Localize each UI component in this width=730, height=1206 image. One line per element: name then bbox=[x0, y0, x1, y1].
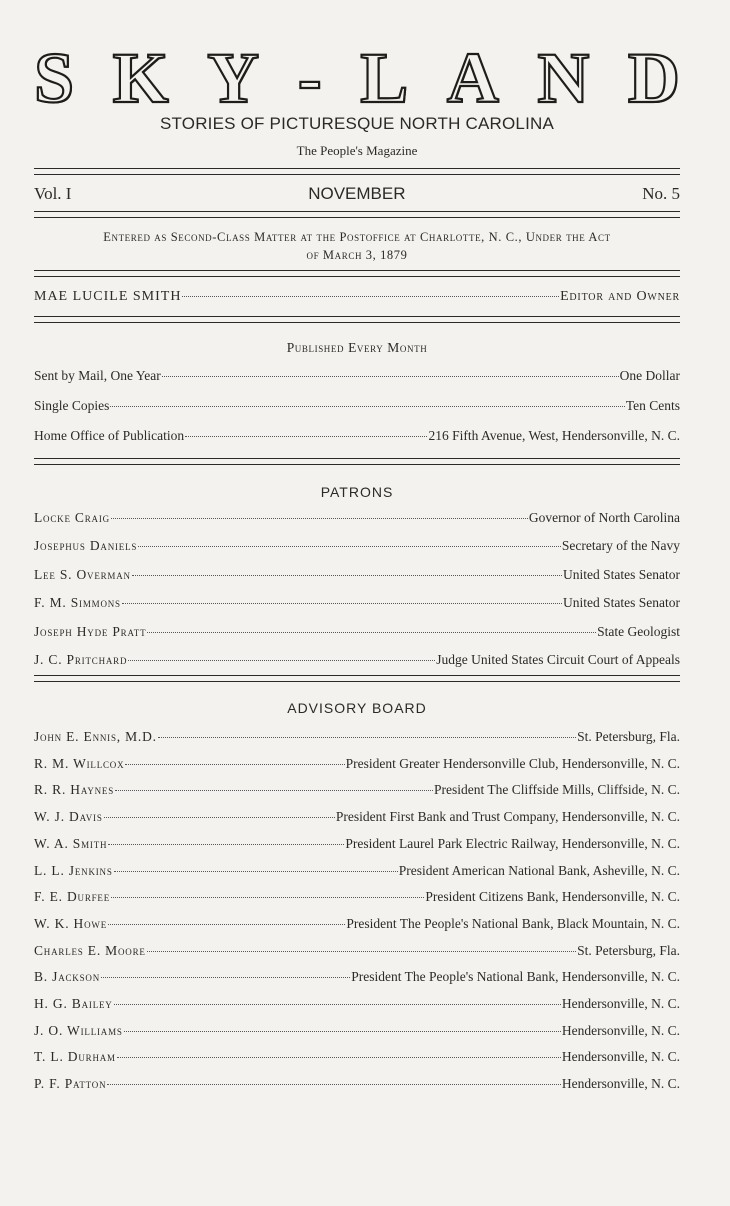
item-value: United States Senator bbox=[563, 595, 680, 611]
item-value: Hendersonville, N. C. bbox=[561, 1049, 680, 1065]
leader-dots bbox=[162, 376, 619, 377]
item-name: Josephus Daniels bbox=[34, 538, 138, 554]
item-name: W. A. Smith bbox=[34, 835, 108, 851]
masthead-letter: S bbox=[34, 38, 75, 118]
entered-notice bbox=[34, 228, 680, 264]
item-name: L. L. Jenkins bbox=[34, 862, 113, 878]
item-name: Lee S. Overman bbox=[34, 566, 131, 582]
list-item bbox=[34, 652, 680, 668]
item-value: State Geologist bbox=[597, 623, 680, 639]
published-heading: Published Every Month bbox=[286, 340, 428, 355]
item-value: President First Bank and Trust Company, Hendersonville, N. C. bbox=[335, 809, 680, 825]
item-name: R. R. Haynes bbox=[34, 782, 115, 798]
leader-dots bbox=[111, 897, 424, 898]
item-name: Sent by Mail, One Year bbox=[34, 368, 161, 383]
editor-line bbox=[34, 289, 680, 305]
leader-dots bbox=[182, 296, 559, 297]
leader-dots bbox=[147, 632, 596, 633]
list-item bbox=[34, 889, 680, 905]
item-value: Governor of North Carolina bbox=[528, 510, 680, 525]
list-item bbox=[34, 996, 680, 1012]
masthead-letter: L bbox=[360, 38, 409, 118]
item-value: Judge United States Circuit Court of Appeals bbox=[436, 652, 680, 667]
divider bbox=[34, 211, 680, 218]
item-name: F. E. Durfee bbox=[34, 889, 111, 905]
divider bbox=[34, 168, 680, 175]
masthead-letter: K bbox=[112, 38, 169, 118]
item-name: W. J. Davis bbox=[34, 809, 103, 825]
divider bbox=[34, 316, 680, 323]
leader-dots bbox=[147, 951, 576, 952]
item-value: One Dollar bbox=[619, 368, 680, 383]
masthead-letter: - bbox=[297, 38, 322, 118]
leader-dots bbox=[117, 1057, 561, 1058]
list-item bbox=[34, 782, 680, 798]
list-item bbox=[34, 756, 680, 772]
list-item bbox=[34, 863, 680, 879]
masthead-letter: Y bbox=[207, 38, 260, 118]
list-item bbox=[34, 428, 680, 444]
item-value: President American National Bank, Asheville, N. C. bbox=[398, 862, 680, 878]
list-item bbox=[34, 729, 680, 745]
item-value: Hendersonville, N. C. bbox=[561, 1076, 680, 1092]
item-name: W. K. Howe bbox=[34, 915, 107, 931]
item-value: Ten Cents bbox=[625, 398, 680, 413]
item-value: President The People's National Bank, Hendersonville, N. C. bbox=[351, 969, 680, 985]
masthead-title bbox=[34, 38, 680, 118]
leader-dots bbox=[124, 1031, 561, 1032]
item-value: St. Petersburg, Fla. bbox=[577, 942, 680, 958]
patrons-heading: PATRONS bbox=[320, 484, 394, 500]
list-item bbox=[34, 510, 680, 526]
list-item bbox=[34, 538, 680, 554]
editor-name: MAE LUCILE SMITH bbox=[34, 289, 182, 304]
item-name: B. Jackson bbox=[34, 969, 101, 985]
issue-month: NOVEMBER bbox=[308, 184, 406, 203]
masthead-subtitle: STORIES OF PICTURESQUE NORTH CAROLINA bbox=[159, 114, 555, 133]
item-value: Hendersonville, N. C. bbox=[561, 1022, 680, 1038]
leader-dots bbox=[132, 575, 562, 576]
item-name: Single Copies bbox=[34, 398, 110, 413]
leader-dots bbox=[107, 1084, 561, 1085]
item-value: Hendersonville, N. C. bbox=[561, 996, 680, 1011]
item-name: T. L. Durham bbox=[34, 1049, 116, 1065]
leader-dots bbox=[114, 1004, 561, 1005]
item-value: President Greater Hendersonville Club, Hendersonville, N. C. bbox=[345, 755, 680, 771]
list-item bbox=[34, 595, 680, 611]
list-item bbox=[34, 368, 680, 384]
item-value: President The People's National Bank, Black Mountain, N. C. bbox=[346, 915, 680, 931]
leader-dots bbox=[108, 924, 345, 925]
volume-label: Vol. I bbox=[34, 184, 72, 203]
divider bbox=[34, 270, 680, 277]
item-name: P. F. Patton bbox=[34, 1076, 107, 1092]
item-name: John E. Ennis, M.D. bbox=[34, 729, 157, 744]
editor-role: Editor and Owner bbox=[560, 289, 680, 304]
masthead-letter: A bbox=[446, 38, 499, 118]
item-name: F. M. Simmons bbox=[34, 595, 121, 611]
item-name: R. M. Willcox bbox=[34, 755, 125, 771]
item-value: President Laurel Park Electric Railway, Hendersonville, N. C. bbox=[345, 835, 680, 851]
list-item bbox=[34, 1049, 680, 1065]
leader-dots bbox=[114, 871, 398, 872]
list-item bbox=[34, 809, 680, 825]
item-name: Joseph Hyde Pratt bbox=[34, 623, 147, 639]
item-name: J. O. Williams bbox=[34, 1022, 123, 1038]
leader-dots bbox=[108, 844, 344, 845]
leader-dots bbox=[158, 737, 576, 738]
leader-dots bbox=[125, 764, 344, 765]
item-value: United States Senator bbox=[563, 566, 680, 582]
masthead-tagline: The People's Magazine bbox=[296, 143, 418, 158]
leader-dots bbox=[122, 603, 562, 604]
leader-dots bbox=[138, 546, 561, 547]
issue-number: No. 5 bbox=[642, 184, 680, 203]
divider bbox=[34, 675, 680, 682]
leader-dots bbox=[128, 660, 435, 661]
item-value: President Citizens Bank, Hendersonville, N. C. bbox=[425, 889, 680, 905]
leader-dots bbox=[104, 817, 335, 818]
item-value: Secretary of the Navy bbox=[561, 538, 680, 554]
leader-dots bbox=[101, 977, 350, 978]
list-item bbox=[34, 624, 680, 640]
list-item bbox=[34, 969, 680, 985]
leader-dots bbox=[185, 436, 427, 437]
divider bbox=[34, 458, 680, 465]
masthead-letter: D bbox=[627, 38, 680, 118]
list-item bbox=[34, 398, 680, 414]
leader-dots bbox=[110, 406, 624, 407]
item-name: H. G. Bailey bbox=[34, 996, 113, 1011]
item-name: J. C. Pritchard bbox=[34, 652, 128, 667]
list-item bbox=[34, 943, 680, 959]
advisory-heading: ADVISORY BOARD bbox=[287, 700, 427, 716]
item-value: St. Petersburg, Fla. bbox=[577, 729, 680, 744]
list-item bbox=[34, 1076, 680, 1092]
item-name: Locke Craig bbox=[34, 510, 110, 525]
item-name: Home Office of Publication bbox=[34, 428, 185, 443]
issue-row bbox=[34, 184, 680, 204]
entered-notice-line: of March 3, 1879 bbox=[306, 248, 408, 262]
masthead-letter: N bbox=[537, 38, 590, 118]
entered-notice-line: Entered as Second-Class Matter at the Postoffice at Charlotte, N. C., Under the Act bbox=[103, 230, 611, 244]
list-item bbox=[34, 836, 680, 852]
list-item bbox=[34, 567, 680, 583]
item-value: President The Cliffside Mills, Cliffside, N. C. bbox=[434, 782, 680, 798]
list-item bbox=[34, 916, 680, 932]
leader-dots bbox=[111, 518, 528, 519]
list-item bbox=[34, 1023, 680, 1039]
leader-dots bbox=[115, 790, 433, 791]
item-value: 216 Fifth Avenue, West, Hendersonville, N. C. bbox=[428, 428, 680, 443]
item-name: Charles E. Moore bbox=[34, 942, 146, 958]
